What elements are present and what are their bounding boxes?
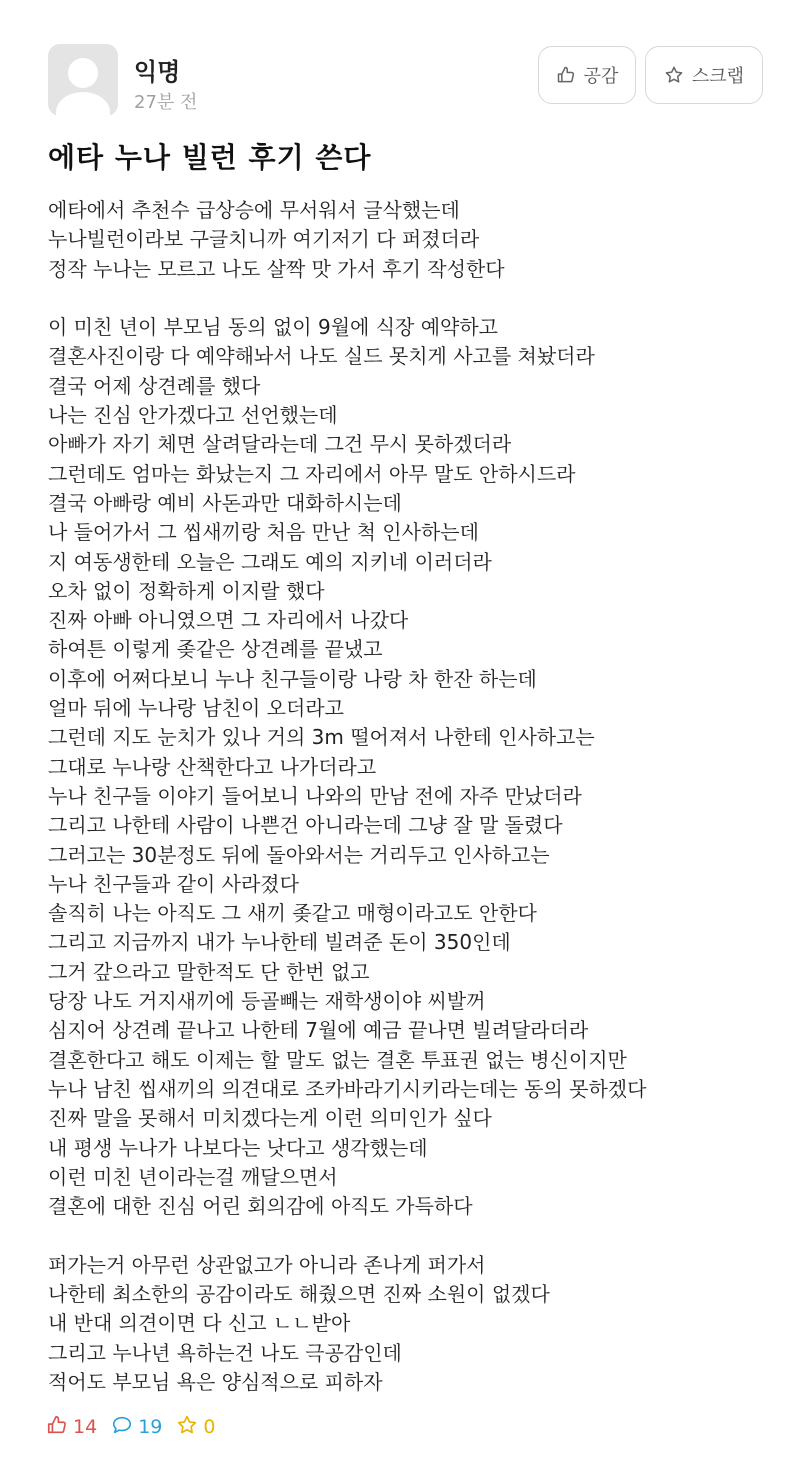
body-line: 누나 친구들과 같이 사라졌다 bbox=[48, 871, 299, 896]
body-line: 이런 미친 년이라는걸 깨달으면서 bbox=[48, 1164, 338, 1189]
body-line: 결국 어제 상견례를 했다 bbox=[48, 373, 261, 398]
body-line: 에타에서 추천수 급상승에 무서워서 글삭했는데 bbox=[48, 198, 460, 222]
body-line: 얼마 뒤에 누나랑 남친이 오더라고 bbox=[48, 696, 344, 721]
body-line: 적어도 부모님 욕은 양심적으로 피하자 bbox=[48, 1369, 383, 1394]
body-line: 그런데도 엄마는 화났는지 그 자리에서 아무 말도 안하시드라 bbox=[48, 461, 576, 486]
body-line: 지 여동생한테 오늘은 그래도 예의 지키네 이러더라 bbox=[48, 549, 492, 574]
body-line: 당장 나도 거지새끼에 등골빼는 재학생이야 씨발꺼 bbox=[48, 989, 486, 1014]
comment-count-value: 19 bbox=[138, 1416, 163, 1438]
avatar-head-shape bbox=[68, 58, 98, 88]
body-line: 결혼에 대한 진심 어린 회의감에 아직도 가득하다 bbox=[48, 1194, 473, 1219]
body-line: 퍼가는거 아무런 상관없고가 아니라 존나게 퍼가서 bbox=[48, 1252, 486, 1277]
post-header bbox=[0, 0, 787, 130]
body-line: 진짜 아빠 아니였으면 그 자리에서 나갔다 bbox=[48, 608, 409, 633]
body-line: 그거 갚으라고 말한적도 단 한번 없고 bbox=[48, 959, 370, 984]
comment-bubble-icon bbox=[111, 1414, 133, 1441]
avatar bbox=[48, 44, 118, 116]
like-count-value: 14 bbox=[73, 1416, 98, 1438]
like-button[interactable] bbox=[538, 46, 636, 104]
body-line: 하여튼 이렇게 좆같은 상견례를 끝냈고 bbox=[48, 637, 383, 662]
body-line: 정작 누나는 모르고 나도 살짝 맛 가서 후기 작성한다 bbox=[48, 256, 505, 281]
avatar-body-shape bbox=[56, 92, 110, 116]
thumbs-up-icon bbox=[556, 65, 576, 85]
body-line: 그러고는 30분정도 뒤에 돌아와서는 거리두고 인사하고는 bbox=[48, 842, 550, 867]
body-line: 진짜 말을 못해서 미치겠다는게 이런 의미인가 싶다 bbox=[48, 1106, 492, 1131]
paragraph-gap bbox=[48, 1221, 768, 1250]
star-icon bbox=[176, 1414, 198, 1441]
body-line: 오차 없이 정확하게 이지랄 했다 bbox=[48, 578, 325, 603]
post-body bbox=[48, 196, 768, 1397]
comment-count bbox=[111, 1414, 162, 1441]
scrap-count bbox=[176, 1414, 215, 1441]
body-line: 내 반대 의견이면 다 신고 ㄴㄴ받아 bbox=[48, 1311, 351, 1336]
body-line: 결혼한다고 해도 이제는 할 말도 없는 결혼 투표권 없는 병신이지만 bbox=[48, 1047, 627, 1072]
body-line: 누나빌런이라보 구글치니까 여기저기 다 퍼졌더라 bbox=[48, 227, 480, 252]
body-line: 결혼사진이랑 다 예약해놔서 나도 실드 못치게 사고를 쳐놨더라 bbox=[48, 344, 595, 369]
scrap-button[interactable] bbox=[645, 46, 763, 104]
body-line: 아빠가 자기 체면 살려달라는데 그건 무시 못하겠더라 bbox=[48, 432, 512, 457]
scrap-button-label: 스크랩 bbox=[691, 66, 745, 87]
body-line: 이 미친 년이 부모님 동의 없이 9월에 식장 예약하고 bbox=[48, 315, 498, 340]
body-line: 내 평생 누나가 나보다는 낫다고 생각했는데 bbox=[48, 1135, 428, 1160]
body-line: 나 들어가서 그 씹새끼랑 처음 만난 척 인사하는데 bbox=[48, 520, 479, 545]
body-line: 나한테 최소한의 공감이라도 해줬으면 진짜 소원이 없겠다 bbox=[48, 1281, 550, 1306]
star-icon bbox=[664, 65, 684, 85]
body-line: 그리고 누나년 욕하는건 나도 극공감인데 bbox=[48, 1340, 402, 1365]
body-line: 그런데 지도 눈치가 있나 거의 3m 떨어져서 나한테 인사하고는 bbox=[48, 725, 595, 750]
body-line: 솔직히 나는 아직도 그 새끼 좆같고 매형이라고도 안한다 bbox=[48, 901, 537, 926]
post-stats bbox=[46, 1412, 229, 1442]
body-line: 결국 아빠랑 예비 사돈과만 대화하시는데 bbox=[48, 490, 402, 515]
thumbs-up-icon bbox=[46, 1414, 68, 1441]
like-count bbox=[46, 1414, 97, 1441]
like-button-label: 공감 bbox=[583, 66, 619, 87]
body-line: 심지어 상견례 끝나고 나한테 7월에 예금 끝나면 빌려달라더라 bbox=[48, 1018, 589, 1043]
post-title: 에타 누나 빌런 후기 쓴다 bbox=[48, 141, 372, 174]
body-line: 그대로 누나랑 산책한다고 나가더라고 bbox=[48, 754, 377, 779]
author-name: 익명 bbox=[134, 58, 181, 86]
body-line: 그리고 나한테 사람이 나쁜건 아니라는데 그냥 잘 말 돌렸다 bbox=[48, 813, 563, 838]
body-line: 이후에 어쩌다보니 누나 친구들이랑 나랑 차 한잔 하는데 bbox=[48, 666, 537, 691]
body-line: 누나 친구들 이야기 들어보니 나와의 만남 전에 자주 만났더라 bbox=[48, 783, 582, 808]
body-line: 나는 진심 안가겠다고 선언했는데 bbox=[48, 403, 338, 428]
paragraph-gap bbox=[48, 284, 768, 313]
scrap-count-value: 0 bbox=[203, 1416, 216, 1438]
post-time: 27분 전 bbox=[134, 92, 198, 113]
body-line: 누나 남친 씹새끼의 의견대로 조카바라기시키라는데는 동의 못하겠다 bbox=[48, 1076, 647, 1101]
body-line: 그리고 지금까지 내가 누나한테 빌려준 돈이 350인데 bbox=[48, 930, 511, 955]
